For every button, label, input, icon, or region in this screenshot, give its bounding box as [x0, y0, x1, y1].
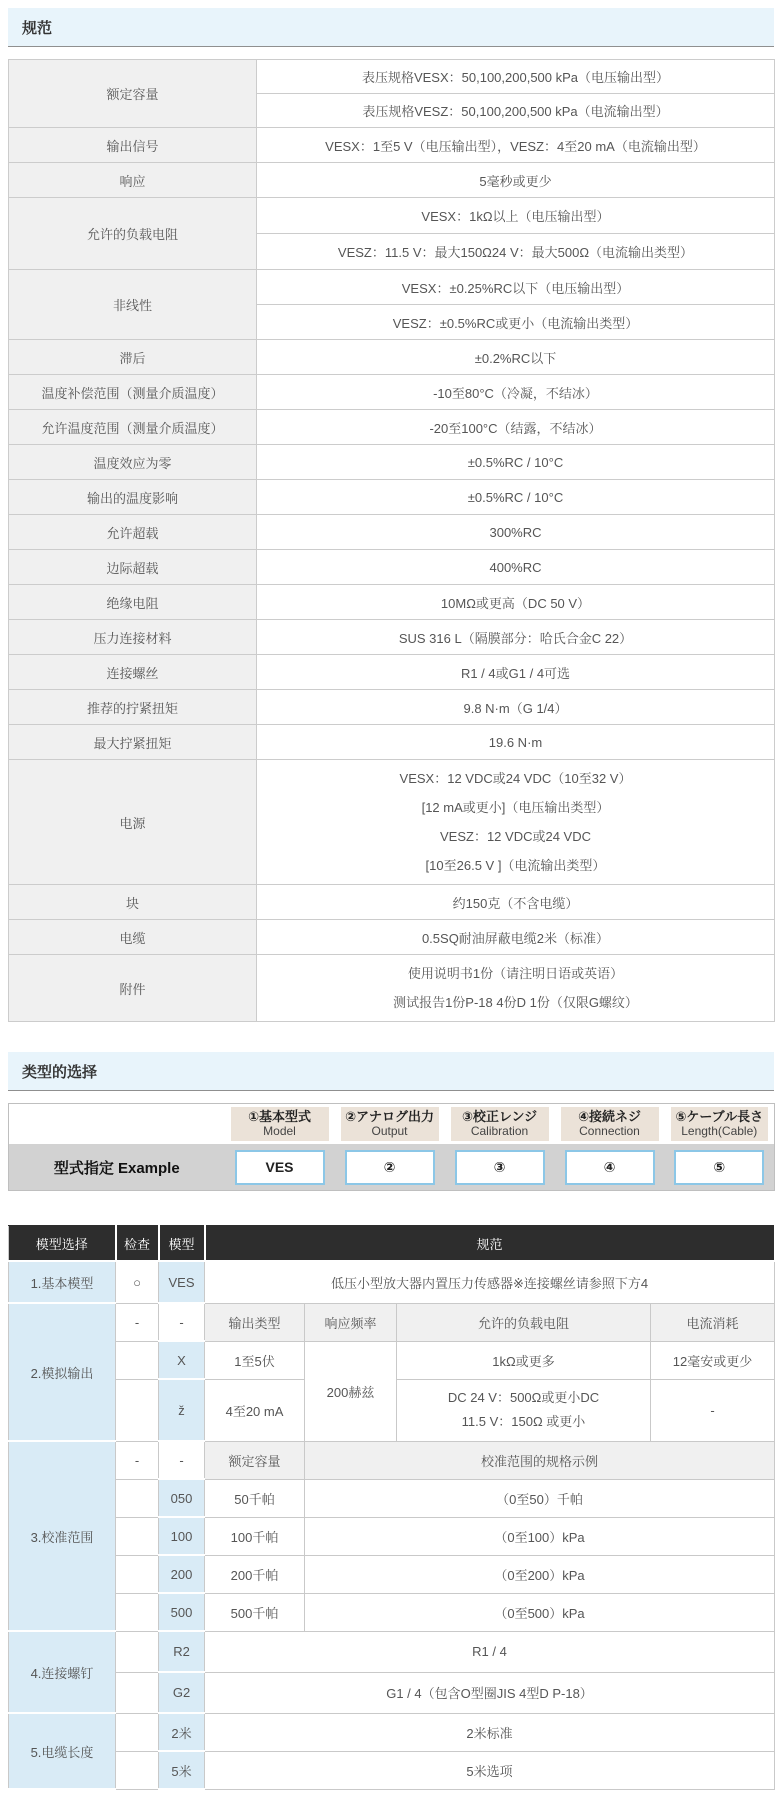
- ordering-header-en: Output: [371, 1124, 408, 1139]
- table-row: [9, 375, 775, 410]
- ordering-example-box-connection: ④: [565, 1150, 655, 1185]
- ordering-example-box-calibration: ③: [455, 1150, 545, 1185]
- model-section-analog-label: 2.模拟输出: [9, 1303, 116, 1441]
- model-code-x: X: [159, 1341, 205, 1379]
- spec-label-output-signal: 输出信号: [9, 128, 257, 163]
- ordering-header-jp: ①基本型式: [247, 1109, 311, 1124]
- model-code-2m: 2米: [159, 1713, 205, 1751]
- check-cell-empty: [116, 1593, 159, 1631]
- spec-label-mass: 块: [9, 885, 257, 920]
- cable-spec: 2米标准: [205, 1713, 775, 1751]
- spec-value: 表压规格VESZ：50,100,200,500 kPa（电流输出型）: [257, 94, 775, 128]
- spec-value: ±0.5%RC / 10°C: [257, 480, 775, 515]
- subheader-current-consumption: 电流消耗: [651, 1303, 775, 1341]
- ordering-example-box-cable-length: ⑤: [674, 1150, 764, 1185]
- table-row: [9, 1479, 775, 1517]
- table-row: [9, 1672, 775, 1713]
- spec-label-insulation: 绝缘电阻: [9, 585, 257, 620]
- analog-x-output: 1至5伏: [205, 1341, 305, 1379]
- ordering-header-cable-length: [665, 1104, 775, 1145]
- ordering-header-en: Connection: [579, 1124, 640, 1139]
- model-code-5m: 5米: [159, 1751, 205, 1789]
- spec-label-max-torque: 最大拧紧扭矩: [9, 725, 257, 760]
- table-row: [9, 1303, 775, 1341]
- model-header-selection: 模型选择: [9, 1226, 116, 1262]
- analog-z-load-line1: DC 24 V：500Ω或更小DC: [447, 1390, 600, 1406]
- spec-label-temp-compensation: 温度补偿范围（测量介质温度）: [9, 375, 257, 410]
- ordering-header-row: [9, 1104, 775, 1145]
- table-row: [9, 1631, 775, 1672]
- ordering-header-calibration: [445, 1104, 555, 1145]
- table-row: [9, 1713, 775, 1751]
- subheader-output-type: 输出类型: [205, 1303, 305, 1341]
- table-row: [9, 198, 775, 234]
- spec-label-nonlinearity: 非线性: [9, 270, 257, 340]
- type-select-section-title: 类型的选择: [8, 1052, 774, 1091]
- dash-cell: -: [116, 1303, 159, 1341]
- ordering-header-empty: [9, 1104, 225, 1145]
- spec-value: VESX：±0.25%RC以下（电压输出型）: [257, 270, 775, 305]
- ordering-header-jp: ④接続ネジ: [577, 1109, 641, 1124]
- spec-label-response: 响应: [9, 163, 257, 198]
- table-row: [9, 480, 775, 515]
- table-row: [9, 270, 775, 305]
- model-basic-spec: 低压小型放大器内置压力传感器※连接螺丝请参照下方4: [205, 1261, 775, 1303]
- ordering-header-en: Length(Cable): [681, 1124, 758, 1139]
- table-row: [9, 550, 775, 585]
- spec-value: -20至100°C（结露，不结冰）: [257, 410, 775, 445]
- ordering-header-en: Calibration: [470, 1124, 529, 1139]
- model-code-z: ž: [159, 1379, 205, 1441]
- spec-label-wetted-material: 压力连接材料: [9, 620, 257, 655]
- ordering-header-jp: ⑤ケーブル長さ: [675, 1109, 764, 1124]
- table-row: [9, 760, 775, 885]
- dash-cell: -: [116, 1441, 159, 1479]
- cal-capacity: 200千帕: [205, 1555, 305, 1593]
- analog-x-load: 1kΩ或更多: [397, 1341, 651, 1379]
- table-row: [9, 1751, 775, 1789]
- model-section-calibration-label: 3.校准范围: [9, 1441, 116, 1631]
- dash-cell: -: [159, 1441, 205, 1479]
- subheader-frequency: 响应频率: [305, 1303, 397, 1341]
- spec-value: SUS 316 L（隔膜部分：哈氏合金C 22）: [257, 620, 775, 655]
- cal-capacity: 500千帕: [205, 1593, 305, 1631]
- model-code-g2: G2: [159, 1672, 205, 1713]
- check-cell-empty: [116, 1672, 159, 1713]
- spec-value-power-supply: [257, 760, 775, 885]
- model-code-200: 200: [159, 1555, 205, 1593]
- spec-label-cable: 电缆: [9, 920, 257, 955]
- cable-spec: 5米选项: [205, 1751, 775, 1789]
- spec-label-accessories: 附件: [9, 955, 257, 1022]
- table-row: [9, 690, 775, 725]
- spec-section-title: 规范: [8, 8, 774, 47]
- spec-value: 表压规格VESX：50,100,200,500 kPa（电压输出型）: [257, 60, 775, 94]
- ordering-example-label: 型式指定 Example: [53, 1159, 180, 1177]
- spec-label-temp-effect-zero: 温度效应为零: [9, 445, 257, 480]
- check-circle: ○: [116, 1261, 159, 1303]
- table-row: [9, 955, 775, 1022]
- ordering-header-en: Model: [263, 1124, 296, 1139]
- spec-label-recommended-torque: 推荐的拧紧扭矩: [9, 690, 257, 725]
- check-cell-empty: [116, 1631, 159, 1672]
- cal-range: （0至50）千帕: [305, 1479, 775, 1517]
- model-header-model: 模型: [159, 1226, 205, 1262]
- check-cell-empty: [116, 1517, 159, 1555]
- screw-spec: G1 / 4（包含O型圈JIS 4型D P-18）: [205, 1672, 775, 1713]
- ordering-header-output: [335, 1104, 445, 1145]
- model-selection-table: [8, 1225, 776, 1790]
- accessory-line-1: 使用说明书1份（请注明日语或英语）: [407, 966, 624, 981]
- model-section-basic-label: 1.基本模型: [9, 1261, 116, 1303]
- ordering-example-box-model: VES: [235, 1150, 325, 1185]
- power-line-1: VESX：12 VDC或24 VDC（10至32 V）: [399, 771, 632, 786]
- table-row: [9, 1555, 775, 1593]
- table-row: [9, 1593, 775, 1631]
- ordering-example-row: [9, 1144, 775, 1191]
- model-section-cable-label: 5.电缆长度: [9, 1713, 116, 1789]
- spec-table: [8, 59, 775, 1022]
- check-cell-empty: [116, 1555, 159, 1593]
- check-cell-empty: [116, 1479, 159, 1517]
- spec-value-accessories: [257, 955, 775, 1022]
- table-row: [9, 620, 775, 655]
- check-cell-empty: [116, 1379, 159, 1441]
- cal-range: （0至200）kPa: [305, 1555, 775, 1593]
- analog-z-load-line2: 11.5 V：150Ω 或更小: [461, 1414, 586, 1430]
- table-row: [9, 340, 775, 375]
- check-cell-empty: [116, 1751, 159, 1789]
- table-row: [9, 920, 775, 955]
- spec-label-allowed-overload: 允许超载: [9, 515, 257, 550]
- ordering-header-connection: [555, 1104, 665, 1145]
- subheader-range-example: 校准范围的规格示例: [305, 1441, 775, 1479]
- ordering-header-jp: ③校正レンジ: [461, 1109, 538, 1124]
- table-row: [9, 885, 775, 920]
- table-row: [9, 445, 775, 480]
- spec-value: R1 / 4或G1 / 4可选: [257, 655, 775, 690]
- spec-label-hysteresis: 滞后: [9, 340, 257, 375]
- spec-value: VESX：1至5 V（电压输出型），VESZ：4至20 mA（电流输出型）: [257, 128, 775, 163]
- table-row: [9, 410, 775, 445]
- analog-frequency-value: 200赫兹: [305, 1341, 397, 1441]
- spec-label-marginal-overload: 边际超载: [9, 550, 257, 585]
- subheader-rated-capacity: 额定容量: [205, 1441, 305, 1479]
- table-row: [9, 128, 775, 163]
- model-code-050: 050: [159, 1479, 205, 1517]
- table-row: [9, 725, 775, 760]
- spec-value: 19.6 N·m: [257, 725, 775, 760]
- accessory-line-2: 测试报告1份P-18 4份D 1份（仅限G螺纹）: [393, 995, 638, 1010]
- table-row: [9, 60, 775, 94]
- spec-value: VESZ：11.5 V：最大150Ω24 V：最大500Ω（电流输出类型）: [257, 234, 775, 270]
- power-line-2: [12 mA或更小]（电压输出类型）: [421, 800, 610, 815]
- spec-label-temp-effect-output: 输出的温度影响: [9, 480, 257, 515]
- check-cell-empty: [116, 1341, 159, 1379]
- table-row: [9, 515, 775, 550]
- model-table-header-row: [9, 1226, 775, 1262]
- cal-capacity: 50千帕: [205, 1479, 305, 1517]
- model-header-spec: 规范: [205, 1226, 775, 1262]
- table-row: [9, 163, 775, 198]
- cal-range: （0至100）kPa: [305, 1517, 775, 1555]
- spec-value: VESX：1kΩ以上（电压输出型）: [257, 198, 775, 234]
- spec-value: 9.8 N·m（G 1/4）: [257, 690, 775, 725]
- ordering-code-table: [8, 1103, 775, 1191]
- table-row: [9, 655, 775, 690]
- table-row: [9, 585, 775, 620]
- ordering-example-box-output: ②: [345, 1150, 435, 1185]
- ordering-header-jp: ②アナログ出力: [344, 1109, 434, 1124]
- model-code-100: 100: [159, 1517, 205, 1555]
- subheader-load-resistance: 允许的负载电阻: [397, 1303, 651, 1341]
- model-code-r2: R2: [159, 1631, 205, 1672]
- model-header-check: 检查: [116, 1226, 159, 1262]
- spec-label-connection-screw: 连接螺丝: [9, 655, 257, 690]
- spec-label-temp-range: 允许温度范围（测量介质温度）: [9, 410, 257, 445]
- spec-label-rated-capacity: 额定容量: [9, 60, 257, 128]
- screw-spec: R1 / 4: [205, 1631, 775, 1672]
- cal-capacity: 100千帕: [205, 1517, 305, 1555]
- spec-label-power-supply: 电源: [9, 760, 257, 885]
- spec-value: ±0.5%RC / 10°C: [257, 445, 775, 480]
- check-cell-empty: [116, 1713, 159, 1751]
- spec-value: VESZ：±0.5%RC或更小（电流输出类型）: [257, 305, 775, 340]
- table-row: [9, 1517, 775, 1555]
- analog-x-current: 12毫安或更少: [651, 1341, 775, 1379]
- spec-value: 5毫秒或更少: [257, 163, 775, 198]
- spec-value: 0.5SQ耐油屏蔽电缆2米（标准）: [257, 920, 775, 955]
- spec-value: -10至80°C（冷凝，不结冰）: [257, 375, 775, 410]
- spec-value: 10MΩ或更高（DC 50 V）: [257, 585, 775, 620]
- table-row: [9, 1261, 775, 1303]
- cal-range: （0至500）kPa: [305, 1593, 775, 1631]
- power-line-3: VESZ：12 VDC或24 VDC: [440, 829, 591, 844]
- spec-value: 400%RC: [257, 550, 775, 585]
- table-row: [9, 1341, 775, 1379]
- analog-z-output: 4至20 mA: [205, 1379, 305, 1441]
- spec-value: ±0.2%RC以下: [257, 340, 775, 375]
- spec-label-load-resistance: 允许的负载电阻: [9, 198, 257, 270]
- model-code-500: 500: [159, 1593, 205, 1631]
- analog-z-load: [397, 1379, 651, 1441]
- power-line-4: [10至26.5 V ]（电流输出类型）: [425, 858, 606, 873]
- model-section-screw-label: 4.连接螺钉: [9, 1631, 116, 1713]
- dash-cell: -: [159, 1303, 205, 1341]
- spec-value: 300%RC: [257, 515, 775, 550]
- spec-value: 约150克（不含电缆）: [257, 885, 775, 920]
- analog-z-current: -: [651, 1379, 775, 1441]
- ordering-header-model: [225, 1104, 335, 1145]
- table-row: [9, 1441, 775, 1479]
- model-code-ves: VES: [159, 1261, 205, 1303]
